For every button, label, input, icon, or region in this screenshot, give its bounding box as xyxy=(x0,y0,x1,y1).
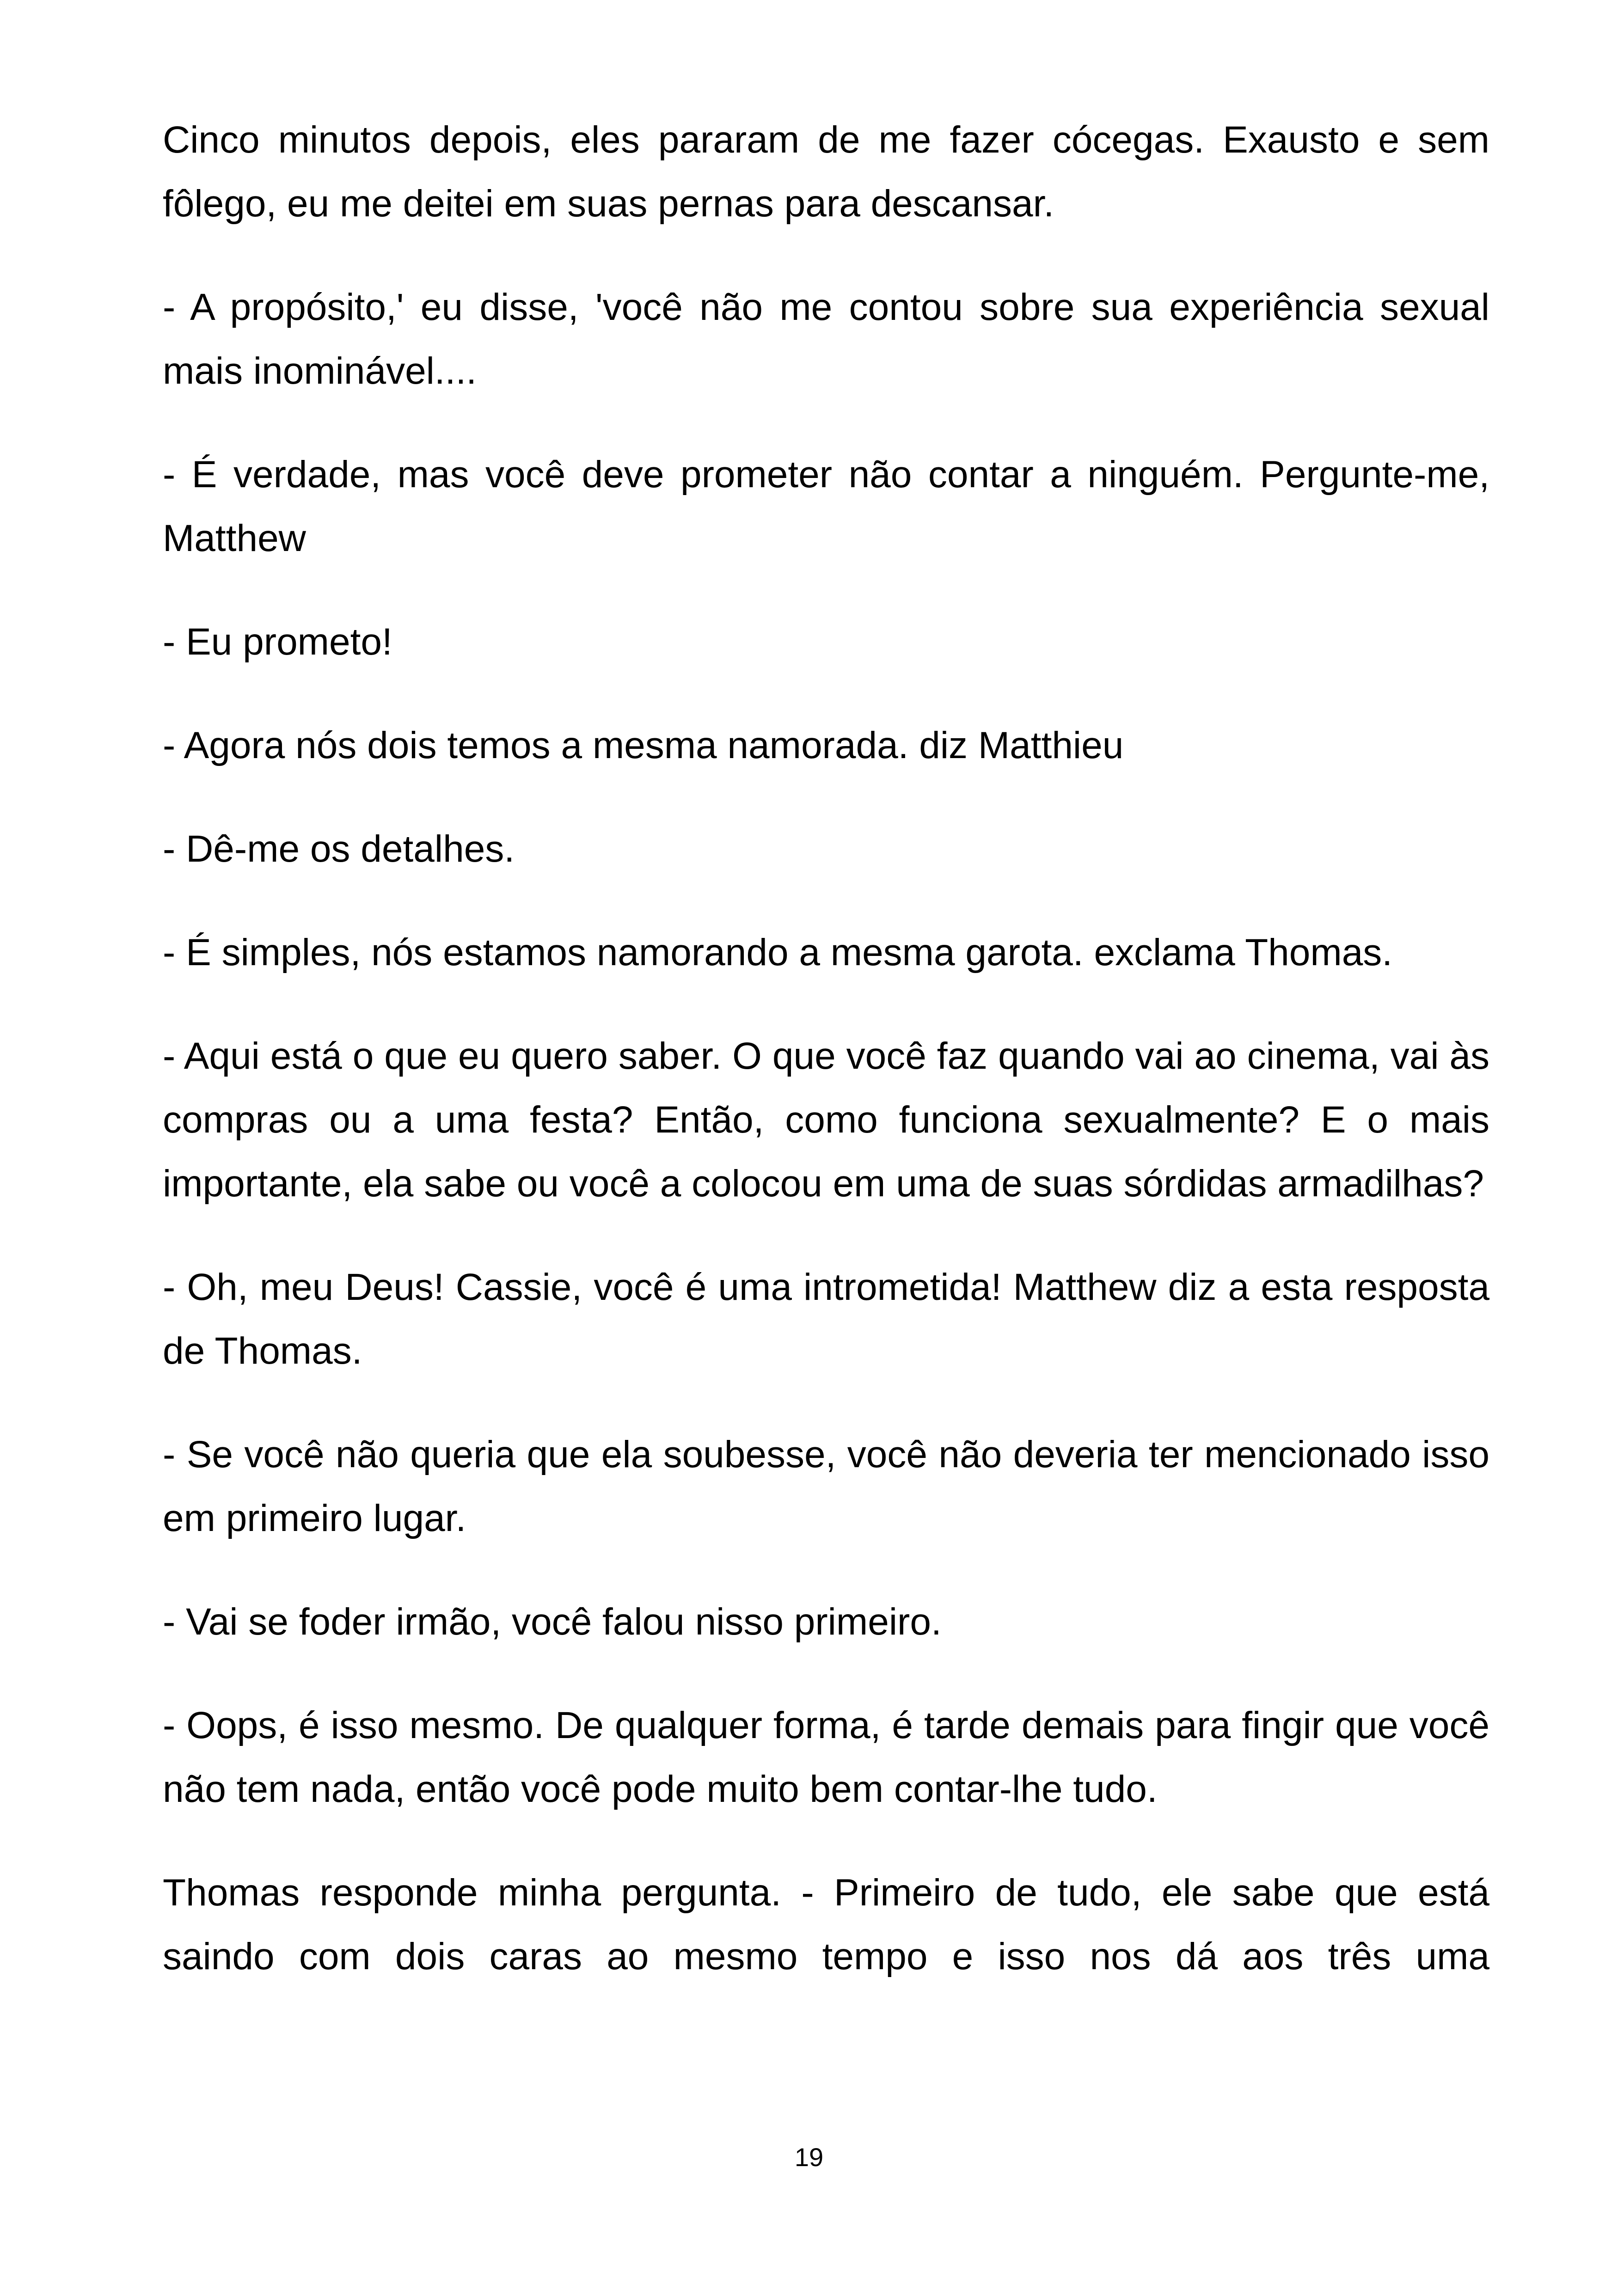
paragraph: - É simples, nós estamos namorando a mesma garota. exclama Thomas. xyxy=(163,931,1393,974)
paragraph: - Eu prometo! xyxy=(163,621,392,663)
paragraph: - Oh, meu Deus! Cassie, você é uma intrometida! Matthew diz a esta resposta de Thomas. xyxy=(163,1266,1489,1372)
paragraph: - Vai se foder irmão, você falou nisso primeiro. xyxy=(163,1601,942,1643)
paragraph: - É verdade, mas você deve prometer não contar a ninguém. Pergunte-me, Matthew xyxy=(163,453,1489,559)
page-number: 19 xyxy=(794,2143,824,2172)
paragraph: - Agora nós dois temos a mesma namorada. diz Matthieu xyxy=(163,724,1124,766)
paragraph: - Se você não queria que ela soubesse, você não deveria ter mencionado isso em primeiro lugar. xyxy=(163,1433,1489,1539)
paragraph: - Dê-me os detalhes. xyxy=(163,828,515,870)
paragraph: - Aqui está o que eu quero saber. O que você faz quando vai ao cinema, vai às compras ou a uma festa? Então, como funciona sexualmente? E o mais importante, ela sabe ou você a colocou em uma de suas sórdidas armadilhas? xyxy=(163,1035,1489,1205)
paragraph: Cinco minutos depois, eles pararam de me fazer cócegas. Exausto e sem fôlego, eu me deitei em suas pernas para descansar. xyxy=(163,119,1489,225)
body-text xyxy=(163,108,1489,2028)
paragraph: - A propósito,' eu disse, 'você não me contou sobre sua experiência sexual mais inominável.... xyxy=(163,286,1489,392)
paragraph: - Oops, é isso mesmo. De qualquer forma, é tarde demais para fingir que você não tem nada, então você pode muito bem contar-lhe tudo. xyxy=(163,1704,1489,1810)
paragraph: Thomas responde minha pergunta. - Primeiro de tudo, ele sabe que está saindo com dois caras ao mesmo tempo e isso nos dá aos três uma xyxy=(163,1872,1489,1978)
